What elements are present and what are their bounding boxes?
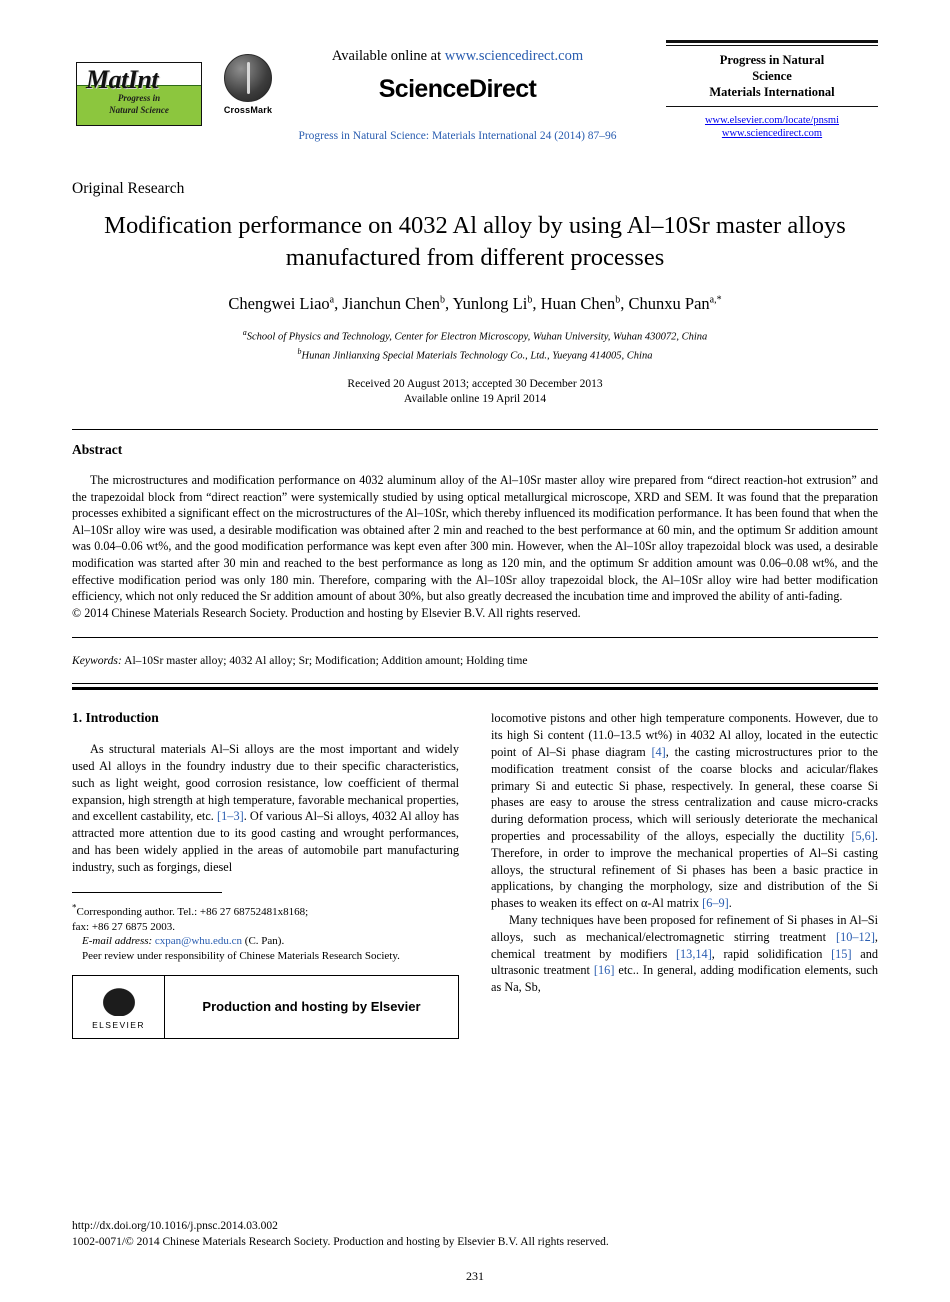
body-columns — [72, 710, 878, 1039]
journal-title-line1: Progress in Natural — [719, 53, 825, 67]
rule-thick-top — [666, 40, 878, 43]
rule-under-journal-title — [666, 106, 878, 107]
affiliation-a-text: School of Physics and Technology, Center for Electron Microscopy, Wuhan University, Wuhan 430072, China — [246, 331, 708, 343]
sciencedirect-link-2[interactable]: www.sciencedirect.com — [721, 128, 823, 139]
matint-wordmark: MatInt — [86, 65, 159, 94]
sciencedirect-logo: ScienceDirect — [378, 75, 537, 103]
affiliation-b-text: Hunan Jinlianxing Special Materials Technology Co., Ltd., Yueyang 414005, China — [301, 350, 653, 361]
received-date: Received 20 August 2013; accepted 30 December 2013 — [347, 378, 603, 390]
footnote-fax: fax: +86 27 6875 2003. — [72, 920, 176, 933]
elsevier-tree-icon — [96, 982, 142, 1016]
email-label: E-mail address: — [82, 935, 153, 948]
footnote-email — [72, 934, 459, 949]
title-line-1: Modification performance on 4032 Al alloy by using Al–10Sr master alloys — [104, 212, 846, 239]
abstract-heading: Abstract — [72, 442, 123, 457]
doi-text[interactable]: http://dx.doi.org/10.1016/j.pnsc.2014.03.002 — [72, 1220, 278, 1232]
keywords-text: Al–10Sr master alloy; 4032 Al alloy; Sr; Modification; Addition amount; Holding time — [121, 654, 528, 668]
citation-10-12[interactable]: [10–12] — [835, 929, 875, 944]
elsevier-wordmark: ELSEVIER — [92, 1020, 145, 1031]
abstract-text: The microstructures and modification performance on 4032 aluminum alloy of the Al–10Sr master alloy wire prepared from “direct reaction-hot extrusion” and the trapezoidal block from “direct reaction” were systemically studied by using optical metallurgical microscope, XRD and SEM. It was found that the preparation processes exhibited a significant effect on the microstructures of the Al–10Sr, which thereby influenced its modification performance. It has been found that when the Al–10Sr alloy wire was used, a desirable modification was obtained after 2 min and reached to the best performance at 60 min, and the optimum Sr addition amount was 0.04–0.06 wt%, and the good modification performance was kept even after 300 min. However, when the Al–10Sr alloy trapezoidal block was used, a desirable modification was started after 30 min and reached to the best performance as long as 120 min, and the optimum Sr addition amount was 0.06–0.08 wt%, and the effective modification period was only 180 min. Therefore, comparing with the Al–10Sr alloy trapezoidal block, the Al–10Sr alloy wire had better modification efficiency, which not only reduced the Sr addition amount of about 30%, but also greatly decreased the incubation time and improved the ability of anti-fading. — [72, 473, 878, 604]
column-right — [491, 710, 878, 1039]
available-online-line — [287, 48, 628, 65]
divider-above-keywords — [72, 637, 878, 638]
column-left — [72, 710, 459, 1039]
section-heading-introduction: 1. Introduction — [72, 710, 159, 726]
citation-5-6[interactable]: [5,6] — [851, 828, 875, 843]
crossmark-badge[interactable] — [216, 54, 280, 115]
right-p1-part2: , the casting microstructures prior to the modification treatment consist of the coarse blocks and acicular/flakes primary Si and eutectic Si phase, respectively. In general, these coarse Si phases are easy to arouse the stress centralization and cause micro-cracks during deformation process, which will seriously deteriorate the mechanical properties and processability of the alloys, especially the ductility — [491, 744, 879, 843]
intro-paragraph-2 — [491, 710, 878, 912]
citation-1-3[interactable]: [1–3] — [217, 809, 244, 824]
journal-title-line2: Science — [752, 69, 792, 83]
abstract-body — [72, 472, 878, 621]
divider-thick-below-keywords — [72, 687, 878, 690]
page-number: 231 — [466, 1269, 484, 1283]
right-p1-part3: . Therefore, in order to improve the mechanical properties of Al–Si casting alloys, the structural refinement of Si phases has been a basic practice in applications, by changing the morphology, size and distribution of the Si phases to weaken its effect on α-Al matrix — [491, 828, 878, 911]
intro-paragraph-3 — [491, 912, 878, 996]
sciencedirect-link[interactable]: www.sciencedirect.com — [444, 48, 584, 64]
email-link[interactable]: cxpan@whu.edu.cn — [154, 935, 243, 948]
intro-p1-part2: . Of various Al–Si alloys, 4032 Al alloy has attracted more attention due to its good casting and wrought performances, and has been widely applied in the areas of automobile part manufacturing industry, such as forgings, diesel — [72, 809, 459, 874]
paper-page — [0, 36, 950, 1302]
email-suffix: (C. Pan). — [242, 935, 285, 948]
right-p2-part5: etc.. In general, adding modification elements, such as Na, Sb, — [491, 963, 878, 995]
affiliation-b: $^b$Hunan Jinlianxing Special Materials Technology Co., Ltd., Yueyang 414005, China — [297, 346, 653, 361]
journal-citation: Progress in Natural Science: Materials International 24 (2014) 87–96 — [298, 130, 617, 142]
right-p2-part4: and ultrasonic treatment — [491, 946, 878, 978]
journal-links — [666, 114, 878, 140]
right-p1-part1: locomotive pistons and other high temperature components. However, due to its high Si content (11.0–13.5 wt%) in 4032 Al alloy, located in the eutectic point of Al–Si phase diagram — [491, 711, 878, 759]
right-p2-part2: , chemical treatment by modifiers — [491, 929, 878, 961]
divider-above-abstract — [72, 429, 878, 430]
right-p2-part3: , rapid solidification — [711, 946, 832, 961]
masthead-center — [287, 48, 628, 142]
right-p2-part1: Many techniques have been proposed for refinement of Si phases in Al–Si alloys, such as mechanical/electromagnetic stirring treatment — [491, 912, 878, 944]
article-type: Original Research — [72, 180, 185, 197]
corresponding-author-text: Corresponding author. Tel.: +86 27 68752481x8168; — [76, 906, 309, 919]
page-title — [82, 210, 868, 274]
keywords — [72, 654, 878, 667]
article-dates — [72, 377, 878, 407]
available-online-text: Available online at — [331, 48, 445, 64]
citation-13-14[interactable]: [13,14] — [675, 946, 712, 961]
intro-p1-part1: As structural materials Al–Si alloys are the most important and widely used Al alloys in the foundry industry due to their specific characteristics, such as light weight, good corrosion resistance, low coefficient of thermal expansion, high strength at high temperature, favorable mechanical properties, and excellent castability, etc. — [72, 742, 459, 824]
journal-header — [666, 40, 878, 140]
divider-below-keywords — [72, 683, 878, 684]
abstract-copyright: © 2014 Chinese Materials Research Society. Production and hosting by Elsevier B.V. All rights reserved. — [72, 605, 581, 620]
title-line-2: manufactured from different processes — [285, 244, 665, 271]
journal-title — [666, 52, 878, 100]
crossmark-icon — [224, 54, 272, 102]
matint-subtitle-2: Natural Science — [109, 105, 169, 115]
footnote-peer-review: Peer review under responsibility of Chinese Materials Research Society. — [82, 949, 400, 962]
matint-logo — [76, 62, 202, 126]
elsevier-locate-link[interactable]: www.elsevier.com/locate/pnsmi — [704, 115, 840, 126]
citation-4[interactable]: [4] — [651, 744, 666, 759]
affiliation-a: $^a$School of Physics and Technology, Center for Electron Microscopy, Wuhan University, Wuhan 430072, China — [242, 328, 708, 343]
journal-title-line3: Materials International — [709, 85, 835, 99]
right-p1-part4: . — [728, 896, 732, 911]
asterisk-icon: * — [72, 902, 77, 913]
elsevier-hosting-text: Production and hosting by Elsevier — [202, 998, 421, 1014]
matint-subtitle-1: Progress in — [117, 93, 161, 103]
citation-6-9[interactable]: [6–9] — [702, 896, 729, 911]
affiliations — [72, 326, 878, 363]
issn-copyright-line: 1002-0071/© 2014 Chinese Materials Research Society. Production and hosting by Elsevier B.V. All rights reserved. — [72, 1236, 609, 1248]
footnote-divider — [72, 892, 222, 893]
rule-thin-top — [666, 45, 878, 46]
crossmark-label: CrossMark — [223, 105, 273, 115]
footnote-corresponding-author — [72, 901, 459, 920]
elsevier-hosting-box — [72, 975, 459, 1039]
author-list: Chengwei Liao$^a$, Jianchun Chen$^b$, Yunlong Li$^b$, Huan Chen$^b$, Chunxu Pan$^{a,*}$ — [228, 294, 722, 313]
available-online-date: Available online 19 April 2014 — [403, 393, 547, 405]
elsevier-logo — [73, 976, 165, 1038]
citation-15[interactable]: [15] — [831, 946, 852, 961]
keywords-label: Keywords: — [72, 654, 122, 668]
masthead — [72, 36, 878, 176]
citation-16[interactable]: [16] — [593, 963, 615, 978]
page-footer — [72, 1218, 878, 1250]
intro-paragraph-1 — [72, 741, 459, 875]
